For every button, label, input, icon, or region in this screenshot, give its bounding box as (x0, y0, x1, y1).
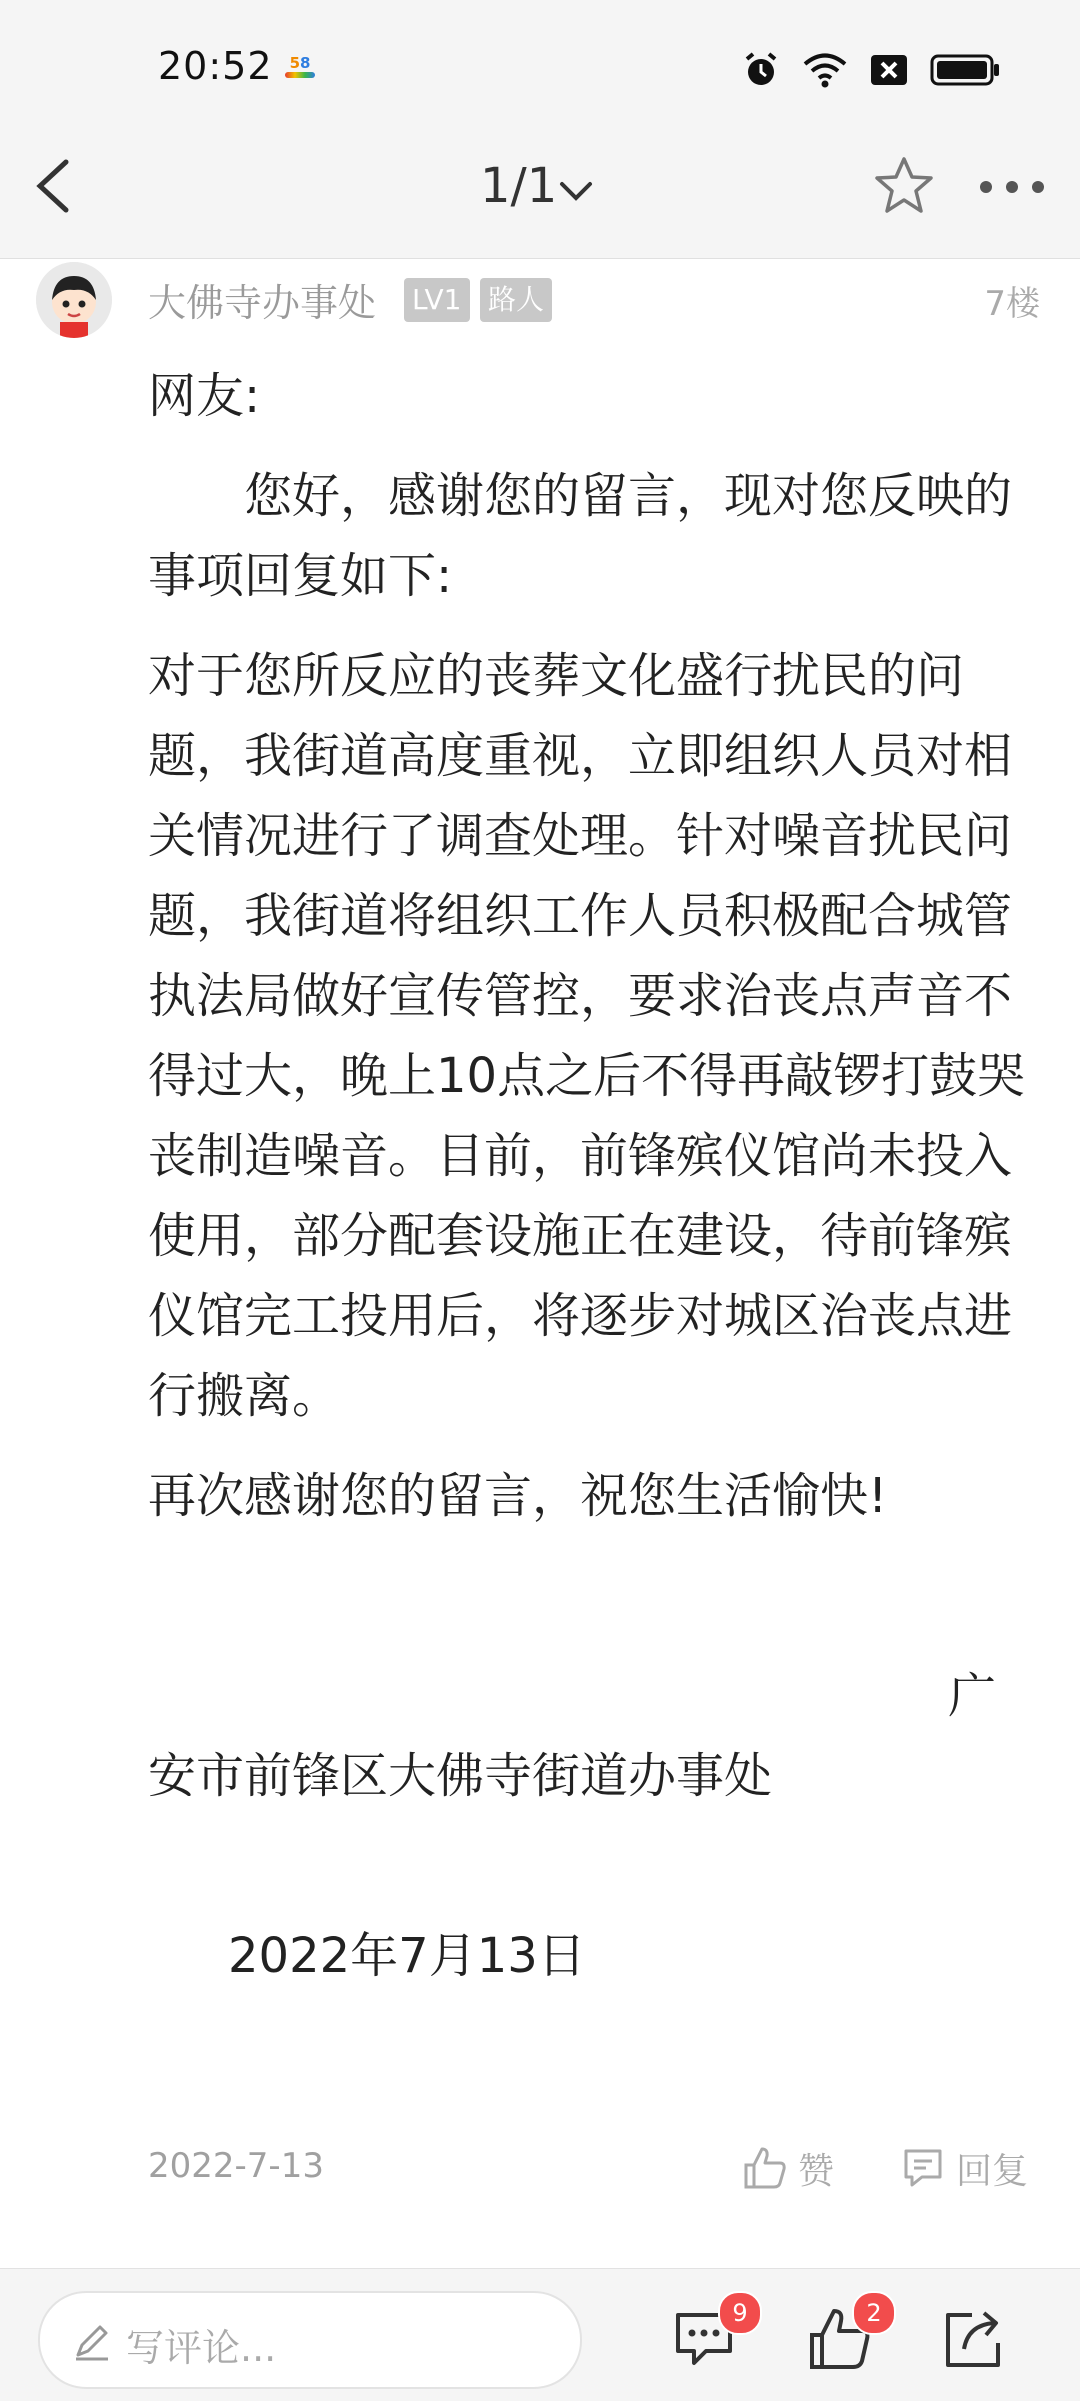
paragraph-intro: 您好，感谢您的留言，现对您反映的事项回复如下: (148, 468, 1013, 604)
like-button[interactable] (742, 2140, 834, 2196)
more-options-icon[interactable] (976, 172, 1048, 202)
page-indicator[interactable]: 1/1 (480, 158, 558, 214)
author-name[interactable]: 大佛寺办事处 (148, 281, 377, 325)
like-count-badge: 2 (852, 2291, 896, 2335)
status-time: 20:52 (158, 44, 273, 88)
floor-number: 7楼 (984, 284, 1040, 324)
pencil-icon (72, 2321, 112, 2361)
post-meta (0, 2140, 1080, 2200)
status-icons (742, 50, 1000, 90)
sim-disabled-icon (870, 54, 908, 86)
signature: 广安市前锋区大佛寺街道办事处 (148, 1668, 997, 1804)
chevron-down-icon[interactable] (556, 172, 596, 212)
level-badge: LV1 (404, 278, 470, 322)
comments-button[interactable] (672, 2299, 748, 2375)
star-icon[interactable] (872, 154, 936, 218)
paragraph-body: 对于您所反应的丧葬文化盛行扰民的问题，我街道高度重视，立即组织人员对相关情况进行了调查处理。针对噪音扰民问题，我街道将组织工作人员积极配合城管执法局做好宣传管控，要求治丧点声音不得过大，晚上10点之后不得再敲锣打鼓哭丧制造噪音。目前，前锋殡仪馆尚未投入使用，部分配套设施正在建设，待前锋殡仪馆完工投用后，将逐步对城区治丧点进行搬离。 (148, 648, 1026, 1424)
reply-button[interactable] (900, 2140, 1028, 2196)
battery-icon (930, 53, 1000, 87)
back-arrow-icon[interactable] (28, 156, 88, 216)
letter-date: 2022年7月13日 (228, 1928, 586, 1984)
reply-label: 回复 (956, 2150, 1029, 2192)
alarm-icon (742, 51, 780, 89)
reply-bubble-icon (900, 2145, 946, 2191)
post-date: 2022-7-13 (148, 2146, 324, 2186)
status-bar (0, 0, 1080, 114)
avatar[interactable] (36, 262, 112, 338)
app-58-icon: 58 (282, 54, 318, 90)
role-badge: 路人 (480, 278, 552, 322)
comment-placeholder: 写评论... (126, 2326, 277, 2370)
paragraph-closing: 再次感谢您的留言，祝您生活愉快! (148, 1468, 888, 1524)
post-content (148, 356, 1028, 1996)
wifi-icon (802, 51, 848, 89)
post-header (0, 258, 1080, 348)
nav-bar (0, 114, 1080, 259)
comment-count-badge: 9 (718, 2291, 762, 2335)
like-label: 赞 (798, 2150, 835, 2192)
comment-input[interactable] (38, 2291, 582, 2389)
share-icon (940, 2305, 1010, 2375)
likes-button[interactable] (806, 2299, 882, 2375)
avatar-image (36, 262, 112, 338)
greeting: 网友: (148, 368, 261, 424)
bottom-bar (0, 2268, 1080, 2401)
share-button[interactable] (940, 2305, 1010, 2375)
thumbs-up-icon (742, 2145, 788, 2191)
